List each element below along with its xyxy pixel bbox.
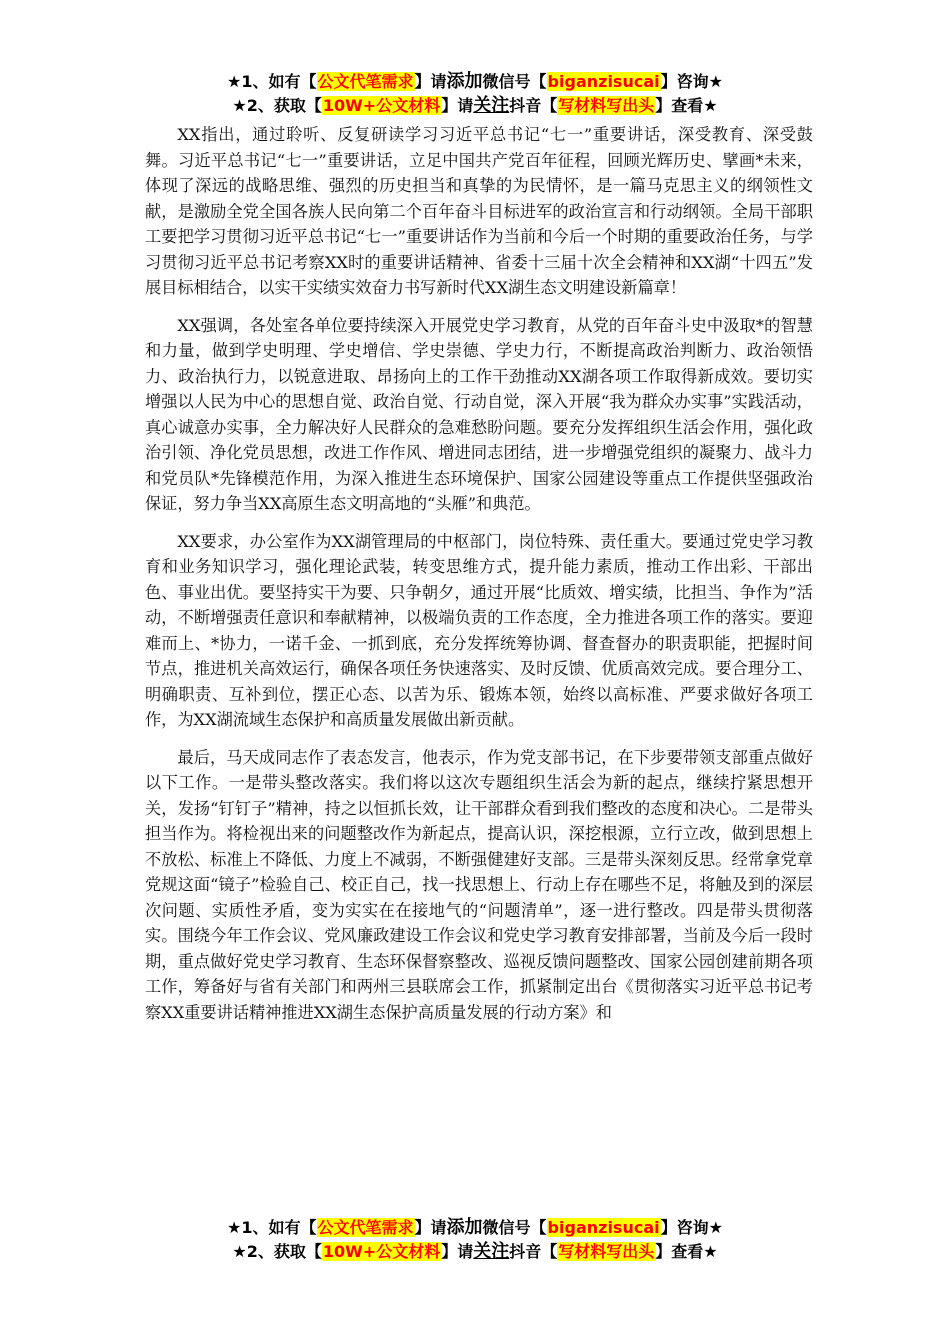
paragraph: 最后，马天成同志作了表态发言，他表示，作为党支部书记，在下步要带领支部重点做好以下工作。一是带头整改落实。我们将以这次专题组织生活会为新的起点，继续拧紧思想开关，发扬“钉钉子”精神，持之以恒抓长效，让干部群众看到我们整改的态度和决心。二是带头担当作为。将检视出来的问题整改作为新起点，提高认识，深挖根源，立行立改，做到思想上不放松、标准上不降低、力度上不减弱，不断强健建好支部。三是带头深刻反思。经常拿党章党规这面“镜子”检验自己、校正自己，找一找思想上、行动上存在哪些不足，将触及到的深层次问题、实质性矛盾，变为实实在在接地气的“问题清单”，逐一进行整改。四是带头贯彻落实。围绕今年工作会议、党风廉政建设工作会议和党史学习教育安排部署，当前及今后一段时期，重点做好党史学习教育、生态环保督察整改、巡视反馈问题整改、国家公园创建前期各项工作，筹备好与省有关部门和两州三县联席会工作，抓紧制定出台《贯彻落实习近平总书记考察XX重要讲话精神推进XX湖生态保护高质量发展的行动方案》和 [145,747,813,1022]
banner-text: 】咨询★ [660,72,723,91]
highlight-douyin-account: 写材料写出头 [558,1242,655,1261]
banner-text: 抖音【 [509,1242,558,1261]
banner-text: ★2、获取【 [232,1242,322,1261]
banner-line-1 [0,70,950,94]
banner-text: 抖音【 [509,96,558,115]
highlight-douyin-account: 写材料写出头 [558,96,655,115]
banner-line-2 [0,1240,950,1264]
highlight-writing-service: 公文代笔需求 [317,1218,414,1237]
banner-text: ★2、获取【 [232,96,322,115]
banner-emphasis: 关注 [473,1241,510,1262]
highlight-wechat-id: biganzisucai [547,1218,660,1237]
header-banner [0,70,950,118]
highlight-writing-service: 公文代笔需求 [317,72,414,91]
highlight-wechat-id: biganzisucai [547,72,660,91]
banner-emphasis: 添加 [446,71,483,92]
banner-text: 微信号【 [482,1218,547,1237]
paragraph: XX指出，通过聆听、反复研读学习习近平总书记“七一”重要讲话，深受教育、深受鼓舞。习近平总书记“七一”重要讲话，立足中国共产党百年征程，回顾光辉历史、擘画*未来，体现了深远的战略思维、强烈的历史担当和真挚的为民情怀，是一篇马克思主义的纲领性文献，是激励全党全国各族人民向第二个百年奋斗目标进军的政治宣言和行动纲领。全局干部职工要把学习贯彻习近平总书记“七一”重要讲话作为当前和今后一个时期的重要政治任务，与学习贯彻习近平总书记考察XX时的重要讲话精神、省委十三届十次全会精神和XX湖“十四五”发展目标相结合，以实干实绩实效奋力书写新时代XX湖生态文明建设新篇章！ [145,125,813,297]
footer-banner [0,1216,950,1264]
banner-text: ★1、如有【 [227,72,317,91]
banner-text: 微信号【 [482,72,547,91]
banner-emphasis: 关注 [473,95,510,116]
document-body [145,122,813,1025]
banner-text: 】咨询★ [660,1218,723,1237]
banner-emphasis: 添加 [446,1217,483,1238]
banner-text: 】请 [441,96,474,115]
banner-text: 】请 [414,72,447,91]
highlight-materials: 10W+公文材料 [322,1242,441,1261]
banner-text: ★1、如有【 [227,1218,317,1237]
banner-text: 】查看★ [655,96,718,115]
banner-line-2 [0,94,950,118]
paragraph: XX要求，办公室作为XX湖管理局的中枢部门，岗位特殊、责任重大。要通过党史学习教育和业务知识学习，强化理论武装，转变思维方式，提升能力素质，推动工作出彩、干部出色、事业出优。要坚持实干为要、只争朝夕，通过开展“比质效、增实绩，比担当、争作为”活动，不断增强责任意识和奉献精神，以极端负责的工作态度，全力推进各项工作的落实。要迎难而上、*协力，一诺千金、一抓到底，充分发挥统筹协调、督查督办的职责职能，把握时间节点，推进机关高效运行，确保各项任务快速落实、及时反馈、优质高效完成。要合理分工、明确职责、互补到位，摆正心态、以苦为乐、锻炼本领，始终以高标准、严要求做好各项工作，为XX湖流域生态保护和高质量发展做出新贡献。 [145,531,813,729]
banner-text: 】请 [441,1242,474,1261]
paragraph: XX强调，各处室各单位要持续深入开展党史学习教育，从党的百年奋斗史中汲取*的智慧和力量，做到学史明理、学史增信、学史崇德、学史力行，不断提高政治判断力、政治领悟力、政治执行力，以锐意进取、昂扬向上的工作干劲推动XX湖各项工作取得新成效。要切实增强以人民为中心的思想自觉、政治自觉、行动自觉，深入开展“我为群众办实事”实践活动，真心诚意办实事，全力解决好人民群众的急难愁盼问题。要充分发挥组织生活会作用，强化政治引领、净化党员思想，改进工作作风、增进同志团结，进一步增强党组织的凝聚力、战斗力和党员队*先锋模范作用，为深入推进生态环境保护、国家公园建设等重点工作提供坚强政治保证，努力争当XX高原生态文明高地的“头雁”和典范。 [145,315,813,513]
banner-text: 】请 [414,1218,447,1237]
banner-text: 】查看★ [655,1242,718,1261]
banner-line-1 [0,1216,950,1240]
highlight-materials: 10W+公文材料 [322,96,441,115]
